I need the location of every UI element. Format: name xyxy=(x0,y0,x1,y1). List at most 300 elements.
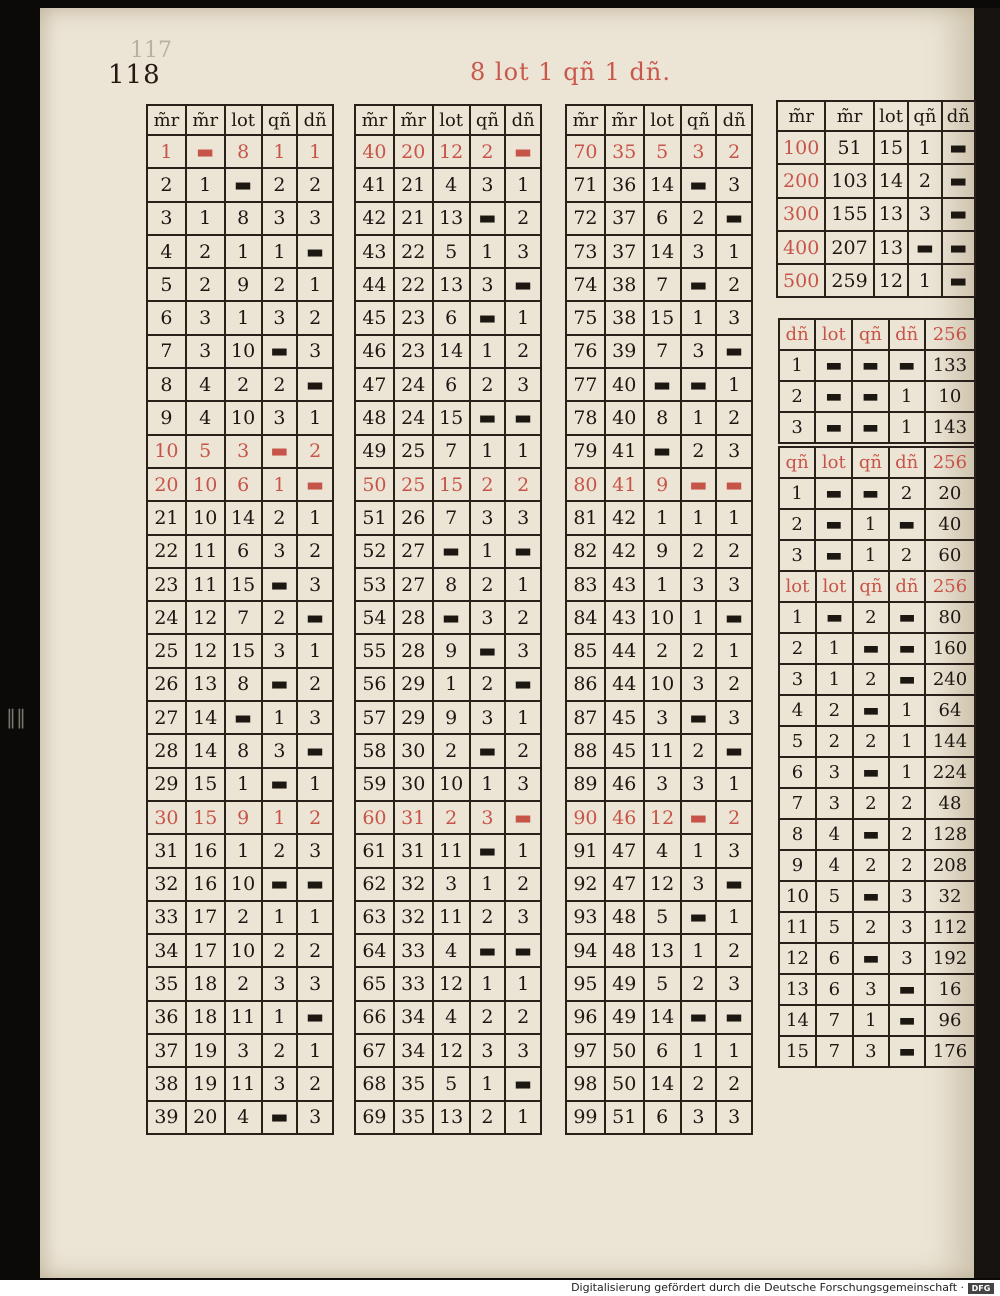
table-row xyxy=(147,202,333,235)
table-cell: ▬ xyxy=(716,868,752,901)
table-cell: 12 xyxy=(644,801,681,834)
table-cell: 112 xyxy=(925,912,975,943)
table-cell: ▬ xyxy=(816,602,853,633)
table-row xyxy=(566,235,752,268)
table-cell: ▬ xyxy=(433,601,470,634)
table-cell: 5 xyxy=(147,268,186,301)
table-cell: 1 xyxy=(681,834,717,867)
table-cell: ▬ xyxy=(889,350,925,381)
table-cell: 208 xyxy=(925,850,975,881)
table-cell: 14 xyxy=(186,734,225,767)
table-cell: 300 xyxy=(777,198,825,231)
table-cell: 2 xyxy=(433,801,470,834)
table-cell: ▬ xyxy=(470,401,506,434)
table-cell: ▬ xyxy=(852,478,888,509)
table-cell: 82 xyxy=(566,535,605,568)
table-cell: 8 xyxy=(779,819,816,850)
column-header: lot xyxy=(815,319,852,350)
table-cell: 54 xyxy=(355,601,394,634)
table-cell: 27 xyxy=(394,568,433,601)
table-cell: ▬ xyxy=(853,695,889,726)
table-cell: 1 xyxy=(262,901,298,934)
table-cell: 3 xyxy=(716,301,752,334)
table-cell: 155 xyxy=(825,198,873,231)
table-cell: ▬ xyxy=(225,168,262,201)
table-row xyxy=(566,568,752,601)
table-row xyxy=(355,801,541,834)
table-cell: 3 xyxy=(716,168,752,201)
table-row xyxy=(355,435,541,468)
table-cell: 11 xyxy=(433,834,470,867)
table-cell: 43 xyxy=(605,601,644,634)
table-cell: 31 xyxy=(394,801,433,834)
table-cell: 3 xyxy=(505,634,541,667)
table-cell: 7 xyxy=(644,335,681,368)
table-cell: 4 xyxy=(186,368,225,401)
table-row xyxy=(147,634,333,667)
table-cell: 1 xyxy=(889,695,925,726)
page-header: 8 lot 1 qñ 1 dñ. xyxy=(470,58,671,86)
table-cell: 10 xyxy=(225,934,262,967)
table-cell: 12 xyxy=(186,634,225,667)
table-cell: ▬ xyxy=(853,757,889,788)
table-cell: 3 xyxy=(816,788,853,819)
table-cell: 41 xyxy=(605,435,644,468)
table-cell: 15 xyxy=(186,768,225,801)
table-cell: 10 xyxy=(779,881,816,912)
table-row xyxy=(147,967,333,1000)
table-cell: 50 xyxy=(605,1034,644,1067)
table-cell: 55 xyxy=(355,634,394,667)
table-cell: 6 xyxy=(644,1034,681,1067)
table-row xyxy=(779,943,975,974)
table-cell: 1 xyxy=(470,335,506,368)
table-cell: ▬ xyxy=(262,868,298,901)
table-cell: 38 xyxy=(605,268,644,301)
table-cell: 1 xyxy=(505,301,541,334)
table-cell: 6 xyxy=(644,1101,681,1134)
table-cell: 93 xyxy=(566,901,605,934)
table-cell: 11 xyxy=(225,1001,262,1034)
table-cell: 2 xyxy=(716,401,752,434)
table-cell: 48 xyxy=(355,401,394,434)
table-row xyxy=(566,901,752,934)
table-cell: 34 xyxy=(394,1001,433,1034)
table-cell: 2 xyxy=(681,535,717,568)
table-cell: 100 xyxy=(777,131,825,164)
table-cell: 9 xyxy=(225,268,262,301)
table-cell: ▬ xyxy=(297,1001,333,1034)
table-cell: 3 xyxy=(470,501,506,534)
table-row xyxy=(779,881,975,912)
table-cell: ▬ xyxy=(681,1001,717,1034)
table-cell: 3 xyxy=(297,967,333,1000)
table-row xyxy=(566,1101,752,1134)
table-row xyxy=(566,668,752,701)
table-cell: 2 xyxy=(433,734,470,767)
table-cell: 4 xyxy=(186,401,225,434)
table-cell: 33 xyxy=(394,934,433,967)
table-cell: 85 xyxy=(566,634,605,667)
table-cell: 45 xyxy=(605,734,644,767)
denarius-table xyxy=(778,318,976,444)
table-cell: 63 xyxy=(355,901,394,934)
table-cell: ▬ xyxy=(505,268,541,301)
table-cell: ▬ xyxy=(853,633,889,664)
table-cell: 1 xyxy=(681,301,717,334)
table-row xyxy=(355,901,541,934)
table-row xyxy=(779,509,975,540)
table-row xyxy=(779,664,975,695)
table-cell: 192 xyxy=(925,943,975,974)
table-row xyxy=(147,501,333,534)
table-cell: 2 xyxy=(779,509,815,540)
table-cell: 19 xyxy=(186,1067,225,1100)
table-row xyxy=(355,368,541,401)
table-cell: 3 xyxy=(716,568,752,601)
table-row xyxy=(147,834,333,867)
table-cell: 51 xyxy=(605,1101,644,1134)
table-cell: 1 xyxy=(147,135,186,168)
table-cell: 1 xyxy=(297,268,333,301)
table-cell: 77 xyxy=(566,368,605,401)
table-cell: 35 xyxy=(394,1067,433,1100)
table-cell: ▬ xyxy=(815,412,852,443)
table-cell: ▬ xyxy=(262,768,298,801)
table-cell: 47 xyxy=(605,834,644,867)
table-cell: 90 xyxy=(566,801,605,834)
table-cell: 1 xyxy=(470,1067,506,1100)
table-cell: 2 xyxy=(297,301,333,334)
table-cell: ▬ xyxy=(852,381,888,412)
table-row xyxy=(355,1067,541,1100)
table-cell: ▬ xyxy=(505,401,541,434)
table-cell: 6 xyxy=(225,535,262,568)
table-cell: 15 xyxy=(433,468,470,501)
table-cell: 25 xyxy=(394,468,433,501)
table-cell: ▬ xyxy=(681,168,717,201)
table-cell: 60 xyxy=(355,801,394,834)
table-cell: 30 xyxy=(394,734,433,767)
column-header: m̃r xyxy=(394,105,433,135)
footer-bar xyxy=(0,1280,1000,1296)
table-cell: 13 xyxy=(433,1101,470,1134)
table-cell: 10 xyxy=(644,668,681,701)
table-row xyxy=(566,501,752,534)
table-cell: 9 xyxy=(433,701,470,734)
table-cell: ▬ xyxy=(942,198,975,231)
table-cell: 12 xyxy=(433,1034,470,1067)
table-cell: 2 xyxy=(853,726,889,757)
table-cell: 2 xyxy=(716,668,752,701)
table-row xyxy=(566,168,752,201)
table-cell: 78 xyxy=(566,401,605,434)
table-row xyxy=(779,381,975,412)
table-row xyxy=(147,1001,333,1034)
table-cell: 10 xyxy=(644,601,681,634)
table-cell: ▬ xyxy=(889,1005,925,1036)
table-cell: 7 xyxy=(225,601,262,634)
table-cell: 7 xyxy=(433,501,470,534)
table-cell: 27 xyxy=(147,701,186,734)
table-cell: ▬ xyxy=(297,601,333,634)
table-cell: ▬ xyxy=(681,468,717,501)
table-cell: 47 xyxy=(605,868,644,901)
table-cell: 1 xyxy=(908,131,941,164)
table-cell: 75 xyxy=(566,301,605,334)
table-cell: 13 xyxy=(779,974,816,1005)
table-cell: 36 xyxy=(147,1001,186,1034)
table-cell: 3 xyxy=(779,540,815,571)
table-cell: ▬ xyxy=(942,164,975,197)
table-cell: 2 xyxy=(470,668,506,701)
table-cell: 3 xyxy=(644,768,681,801)
table-row xyxy=(147,1067,333,1100)
table-cell: 28 xyxy=(394,634,433,667)
table-cell: ▬ xyxy=(186,135,225,168)
table-row xyxy=(779,602,975,633)
table-cell: 3 xyxy=(297,335,333,368)
table-cell: 39 xyxy=(605,335,644,368)
table-cell: 15 xyxy=(186,801,225,834)
table-row xyxy=(355,601,541,634)
table-cell: 9 xyxy=(644,468,681,501)
table-cell: 26 xyxy=(147,668,186,701)
table-cell: 400 xyxy=(777,231,825,264)
table-cell: 3 xyxy=(779,664,816,695)
conversion-table-4 xyxy=(776,100,976,298)
table-cell: 3 xyxy=(681,235,717,268)
table-cell: ▬ xyxy=(815,509,852,540)
table-cell: 1 xyxy=(889,726,925,757)
table-cell: 12 xyxy=(186,601,225,634)
table-cell: 45 xyxy=(355,301,394,334)
table-cell: 2 xyxy=(470,901,506,934)
table-cell: 3 xyxy=(262,1067,298,1100)
table-cell: 31 xyxy=(147,834,186,867)
table-cell: ▬ xyxy=(852,350,888,381)
table-row xyxy=(147,901,333,934)
table-row xyxy=(779,788,975,819)
table-cell: 2 xyxy=(297,535,333,568)
table-cell: 76 xyxy=(566,335,605,368)
table-cell: 9 xyxy=(147,401,186,434)
table-cell: 1 xyxy=(852,540,888,571)
table-cell: 2 xyxy=(470,568,506,601)
table-cell: ▬ xyxy=(716,734,752,767)
table-cell: 12 xyxy=(874,264,909,297)
table-cell: ▬ xyxy=(470,202,506,235)
table-cell: 42 xyxy=(355,202,394,235)
table-cell: 52 xyxy=(355,535,394,568)
table-cell: 2 xyxy=(297,668,333,701)
table-row xyxy=(779,974,975,1005)
table-cell: 3 xyxy=(681,868,717,901)
table-cell: 49 xyxy=(605,967,644,1000)
table-row xyxy=(355,668,541,701)
table-cell: 29 xyxy=(394,668,433,701)
column-header: dñ xyxy=(716,105,752,135)
table-cell: 13 xyxy=(874,198,909,231)
table-row xyxy=(147,401,333,434)
table-row xyxy=(147,568,333,601)
table-row xyxy=(566,468,752,501)
table-cell: 2 xyxy=(889,850,925,881)
table-cell: 7 xyxy=(816,1005,853,1036)
table-cell: 1 xyxy=(262,801,298,834)
table-cell: 44 xyxy=(605,634,644,667)
table-row xyxy=(779,1005,975,1036)
table-cell: 23 xyxy=(394,335,433,368)
table-cell: ▬ xyxy=(889,1036,925,1067)
table-cell: 2 xyxy=(644,634,681,667)
table-cell: 57 xyxy=(355,701,394,734)
table-cell: ▬ xyxy=(681,801,717,834)
table-cell: 103 xyxy=(825,164,873,197)
table-cell: 2 xyxy=(262,268,298,301)
table-cell: 30 xyxy=(394,768,433,801)
table-cell: 12 xyxy=(644,868,681,901)
edge-mark: ‖‖ xyxy=(6,705,26,729)
table-cell: 3 xyxy=(297,834,333,867)
table-cell: 14 xyxy=(644,1001,681,1034)
table-row xyxy=(355,967,541,1000)
table-cell: 2 xyxy=(505,601,541,634)
table-cell: 80 xyxy=(566,468,605,501)
table-cell: 14 xyxy=(644,1067,681,1100)
table-cell: 46 xyxy=(605,768,644,801)
table-cell: 7 xyxy=(644,268,681,301)
table-cell: 2 xyxy=(470,468,506,501)
table-cell: ▬ xyxy=(505,1067,541,1100)
table-cell: 50 xyxy=(355,468,394,501)
table-cell: 46 xyxy=(605,801,644,834)
table-cell: 29 xyxy=(147,768,186,801)
column-header: dñ xyxy=(942,101,975,131)
table-cell: 2 xyxy=(470,1101,506,1134)
table-cell: ▬ xyxy=(505,135,541,168)
table-cell: 1 xyxy=(186,168,225,201)
column-header: lot xyxy=(779,571,816,602)
table-cell: 1 xyxy=(297,634,333,667)
table-cell: 3 xyxy=(908,198,941,231)
footer-text: Digitalisierung gefördert durch die Deutsche Forschungsgemeinschaft · xyxy=(571,1281,964,1294)
column-header: qñ xyxy=(779,447,815,478)
table-cell: 3 xyxy=(681,668,717,701)
table-row xyxy=(777,198,975,231)
table-row xyxy=(147,801,333,834)
table-cell: 99 xyxy=(566,1101,605,1134)
dfg-logo: DFG xyxy=(968,1283,994,1294)
table-cell: 7 xyxy=(433,435,470,468)
table-cell: 23 xyxy=(394,301,433,334)
table-cell: 2 xyxy=(225,901,262,934)
table-cell: 8 xyxy=(225,734,262,767)
table-cell: ▬ xyxy=(225,701,262,734)
table-cell: 3 xyxy=(262,734,298,767)
column-header: qñ xyxy=(908,101,941,131)
table-cell: 32 xyxy=(394,901,433,934)
table-header-row xyxy=(779,319,975,350)
table-cell: 1 xyxy=(297,1034,333,1067)
table-cell: 2 xyxy=(889,478,925,509)
table-cell: 5 xyxy=(644,135,681,168)
table-cell: 5 xyxy=(816,881,853,912)
table-cell: 15 xyxy=(433,401,470,434)
table-cell: 6 xyxy=(644,202,681,235)
table-cell: ▬ xyxy=(889,974,925,1005)
table-cell: 24 xyxy=(394,401,433,434)
table-cell: 9 xyxy=(433,634,470,667)
table-row xyxy=(566,1067,752,1100)
table-cell: 44 xyxy=(355,268,394,301)
table-cell: 11 xyxy=(186,568,225,601)
table-cell: ▬ xyxy=(889,509,925,540)
table-cell: 24 xyxy=(147,601,186,634)
table-cell: 80 xyxy=(925,602,975,633)
table-row xyxy=(566,734,752,767)
table-row xyxy=(147,701,333,734)
table-cell: 1 xyxy=(716,501,752,534)
table-cell: 56 xyxy=(355,668,394,701)
table-cell: ▬ xyxy=(505,668,541,701)
table-cell: 66 xyxy=(355,1001,394,1034)
table-cell: 34 xyxy=(147,934,186,967)
table-cell: 5 xyxy=(779,726,816,757)
table-cell: 2 xyxy=(716,268,752,301)
table-cell: 3 xyxy=(225,435,262,468)
quentin-table xyxy=(778,446,976,572)
table-cell: ▬ xyxy=(716,335,752,368)
table-cell: 4 xyxy=(147,235,186,268)
table-cell: 1 xyxy=(716,368,752,401)
table-cell: 2 xyxy=(505,734,541,767)
table-cell: 1 xyxy=(262,135,298,168)
table-row xyxy=(779,726,975,757)
table-cell: 4 xyxy=(433,934,470,967)
table-cell: 37 xyxy=(147,1034,186,1067)
table-cell: 20 xyxy=(147,468,186,501)
table-cell: 1 xyxy=(297,901,333,934)
table-cell: ▬ xyxy=(852,412,888,443)
table-cell: 1 xyxy=(681,934,717,967)
table-cell: 1 xyxy=(433,668,470,701)
table-cell: 2 xyxy=(681,734,717,767)
table-cell: 35 xyxy=(605,135,644,168)
table-cell: 1 xyxy=(816,664,853,695)
table-cell: ▬ xyxy=(297,734,333,767)
table-cell: 2 xyxy=(262,1034,298,1067)
table-cell: 53 xyxy=(355,568,394,601)
table-cell: 1 xyxy=(470,967,506,1000)
table-row xyxy=(566,601,752,634)
table-cell: 86 xyxy=(566,668,605,701)
table-cell: 3 xyxy=(505,368,541,401)
table-row xyxy=(779,912,975,943)
table-cell: 23 xyxy=(147,568,186,601)
table-row xyxy=(566,435,752,468)
table-cell: 3 xyxy=(433,868,470,901)
table-row xyxy=(566,401,752,434)
table-cell: 43 xyxy=(605,568,644,601)
table-cell: 14 xyxy=(874,164,909,197)
table-cell: 3 xyxy=(186,335,225,368)
table-cell: ▬ xyxy=(853,881,889,912)
table-cell: 3 xyxy=(297,568,333,601)
table-cell: ▬ xyxy=(942,131,975,164)
table-row xyxy=(147,301,333,334)
table-cell: 35 xyxy=(147,967,186,1000)
